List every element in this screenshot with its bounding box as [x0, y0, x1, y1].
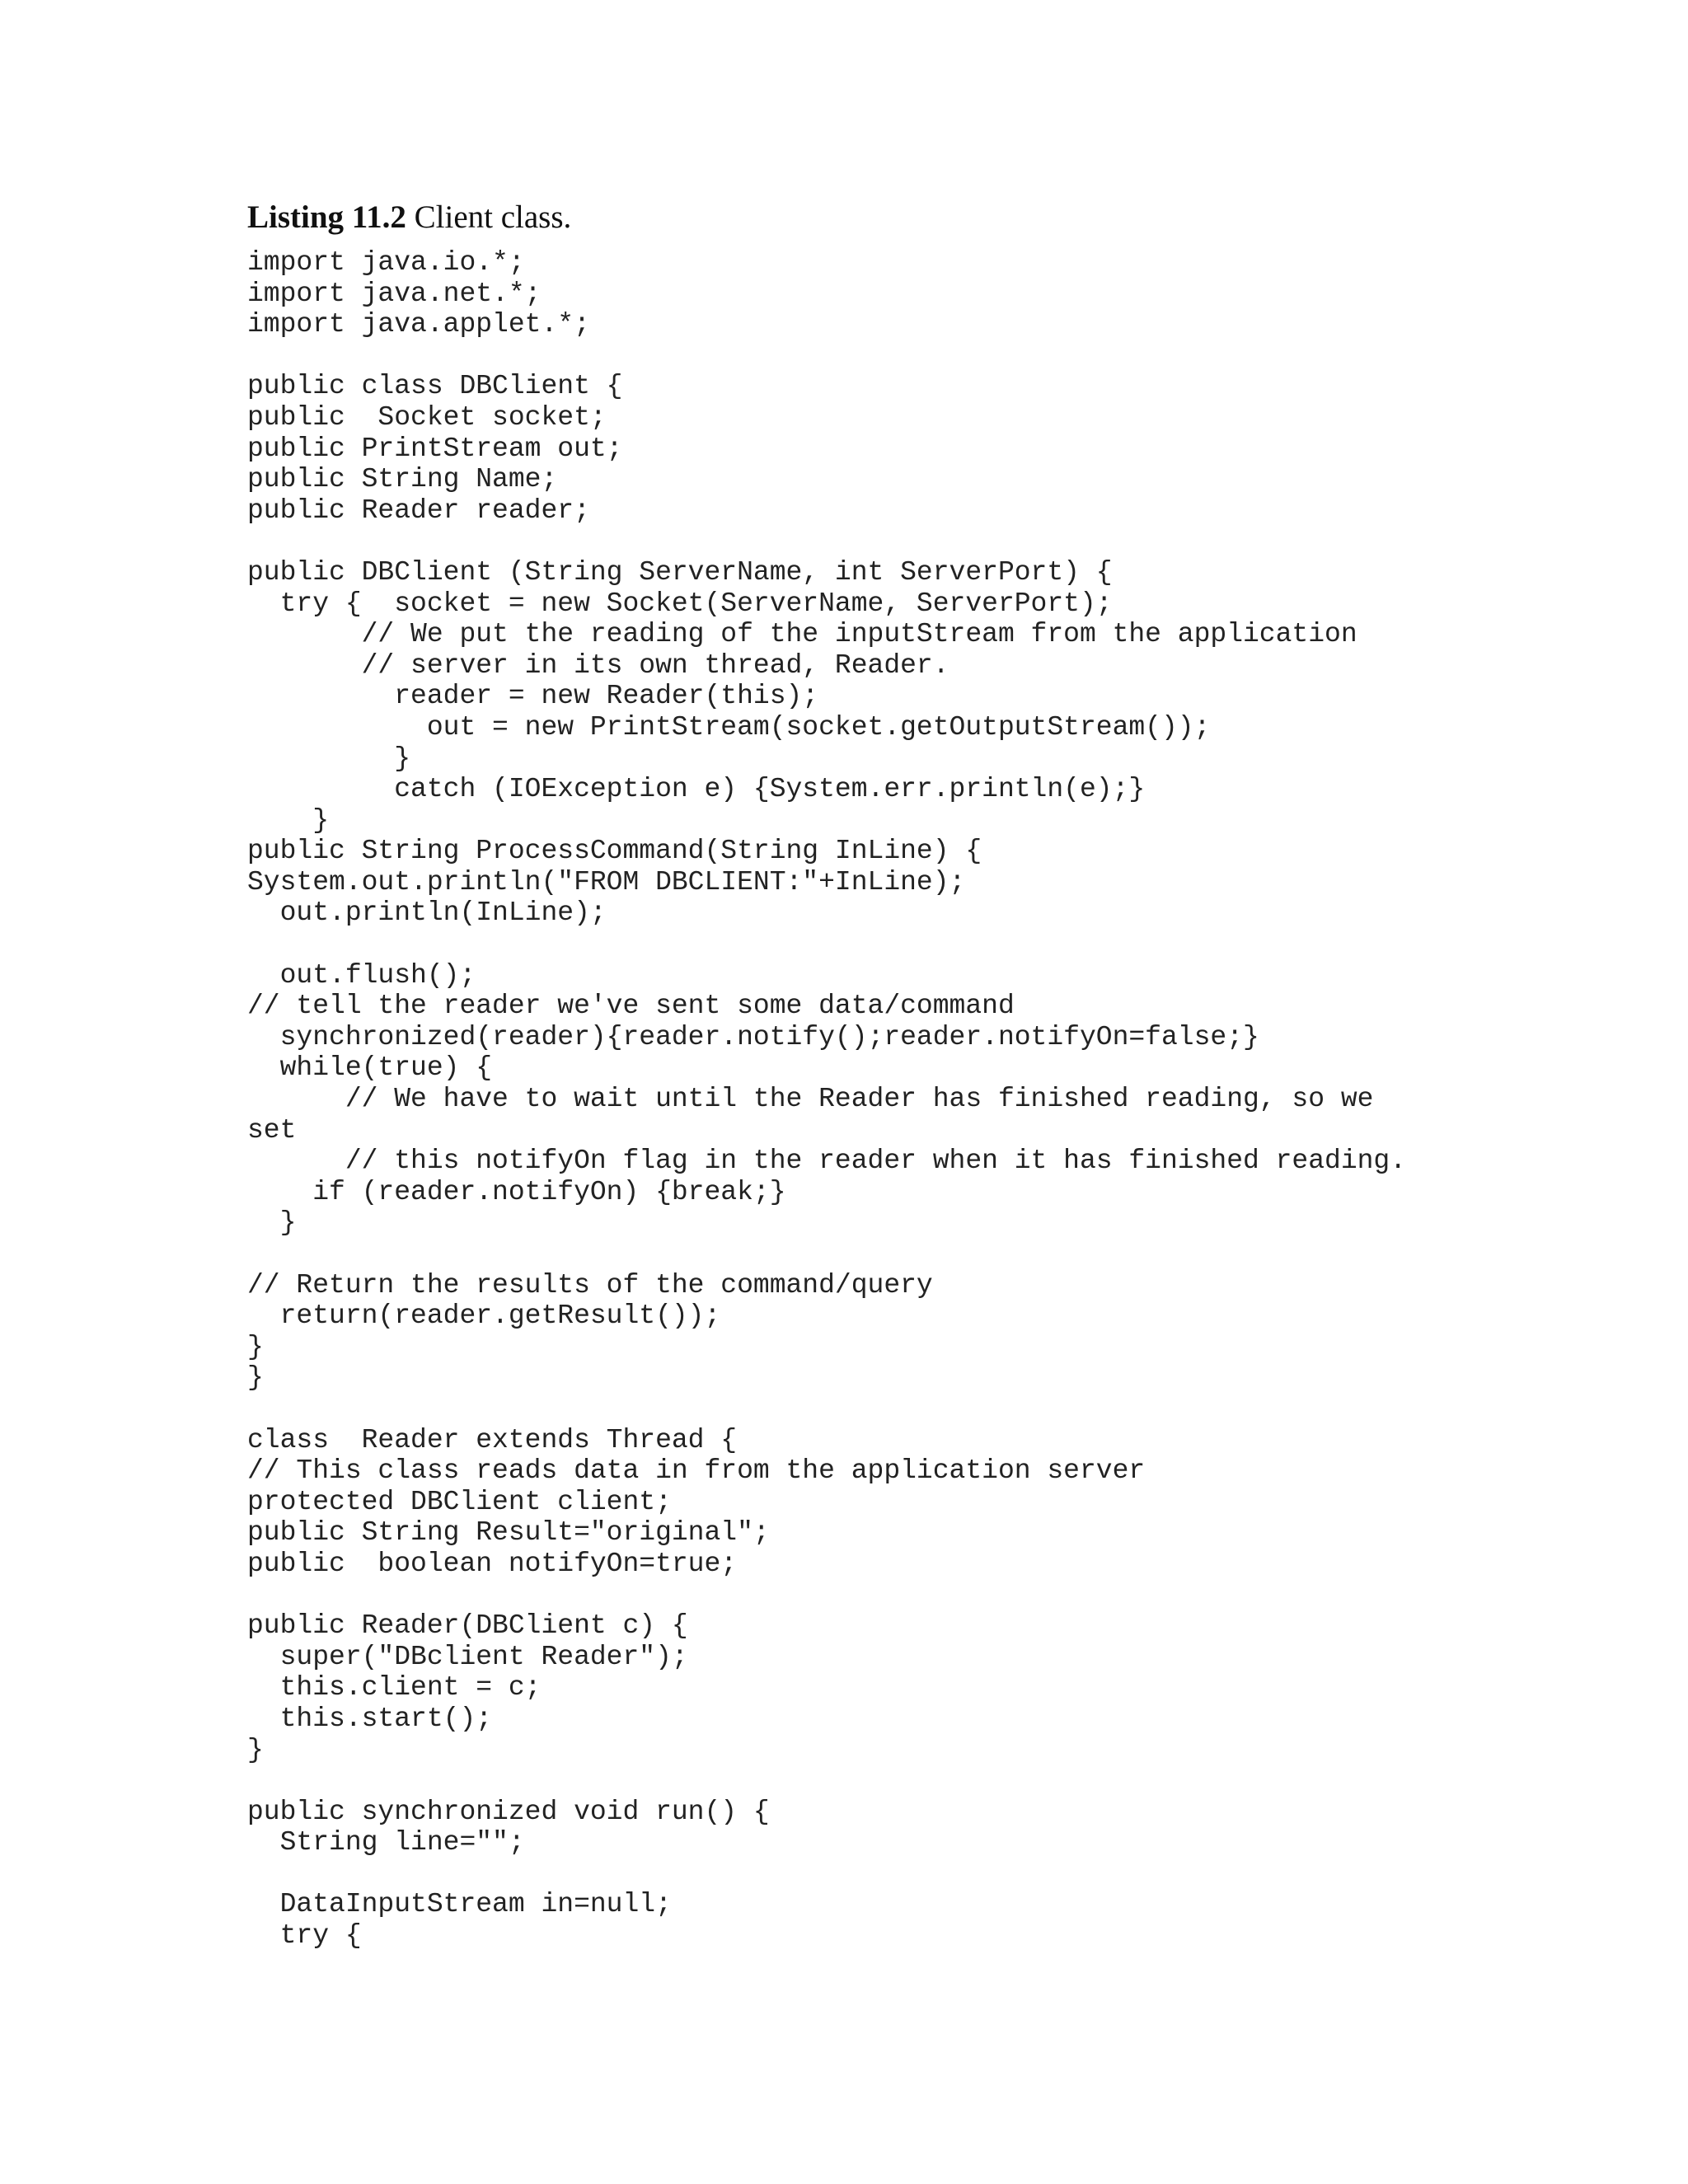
code-line: import java.net.*;: [247, 278, 542, 309]
code-line: }: [247, 1362, 264, 1394]
code-line: public Reader reader;: [247, 494, 590, 526]
listing-label: Listing 11.2: [247, 199, 406, 235]
code-line: public class DBClient {: [247, 371, 623, 402]
code-line: class Reader extends Thread {: [247, 1424, 738, 1455]
code-line: public Socket socket;: [247, 401, 607, 433]
code-line: }: [247, 1207, 297, 1239]
code-line: reader = new Reader(this);: [247, 681, 819, 712]
code-listing: [247, 247, 1406, 1952]
code-line: out.println(InLine);: [247, 898, 607, 929]
code-line: protected DBClient client;: [247, 1486, 672, 1517]
code-line: out = new PrintStream(socket.getOutputStream());: [247, 711, 1211, 743]
code-line: this.client = c;: [247, 1672, 542, 1704]
code-line: this.start();: [247, 1703, 493, 1734]
code-line: // this notifyOn flag in the reader when it has finished reading.: [247, 1146, 1407, 1177]
code-line: super("DBclient Reader");: [247, 1641, 688, 1672]
code-line: // This class reads data in from the application server: [247, 1455, 1146, 1487]
code-line: [247, 340, 1406, 372]
code-line: DataInputStream in=null;: [247, 1889, 672, 1920]
code-line: }: [247, 1734, 264, 1765]
code-line: // Return the results of the command/query: [247, 1269, 933, 1301]
code-line: [247, 1580, 1406, 1611]
code-line: [247, 1765, 1406, 1797]
code-line: try { socket = new Socket(ServerName, ServerPort);: [247, 588, 1113, 619]
code-line: public boolean notifyOn=true;: [247, 1548, 738, 1579]
code-line: System.out.println("FROM DBCLIENT:"+InLine);: [247, 866, 966, 898]
listing-caption: [247, 194, 571, 241]
code-line: public synchronized void run() {: [247, 1796, 770, 1827]
code-line: while(true) {: [247, 1052, 493, 1084]
code-line: if (reader.notifyOn) {break;}: [247, 1176, 786, 1207]
code-line: return(reader.getResult());: [247, 1301, 721, 1332]
code-line: // We put the reading of the inputStream from the application: [247, 619, 1357, 650]
code-line: [247, 1858, 1406, 1890]
code-line: public String Result="original";: [247, 1517, 770, 1549]
code-line: }: [247, 1331, 264, 1362]
code-line: // We have to wait until the Reader has finished reading, so we: [247, 1084, 1374, 1115]
code-line: public String ProcessCommand(String InLine) {: [247, 836, 982, 867]
code-line: // tell the reader we've sent some data/command: [247, 991, 1015, 1022]
code-line: try {: [247, 1920, 362, 1952]
code-line: public PrintStream out;: [247, 433, 623, 464]
code-line: [247, 1239, 1406, 1270]
code-line: String line="";: [247, 1827, 525, 1858]
listing-title: Client class.: [414, 199, 572, 235]
code-line: public String Name;: [247, 464, 558, 495]
code-line: }: [247, 743, 411, 774]
code-line: // server in its own thread, Reader.: [247, 649, 950, 681]
code-line: public DBClient (String ServerName, int ServerPort) {: [247, 556, 1113, 588]
code-line: [247, 929, 1406, 960]
code-line: }: [247, 804, 330, 836]
code-line: [247, 1394, 1406, 1425]
code-line: set: [247, 1114, 297, 1146]
code-line: public Reader(DBClient c) {: [247, 1610, 688, 1642]
code-line: import java.applet.*;: [247, 309, 590, 340]
code-line: synchronized(reader){reader.notify();reader.notifyOn=false;}: [247, 1021, 1259, 1052]
code-line: catch (IOException e) {System.err.println(e);}: [247, 774, 1146, 805]
code-line: out.flush();: [247, 959, 476, 991]
code-line: import java.io.*;: [247, 247, 525, 278]
code-line: [247, 526, 1406, 557]
